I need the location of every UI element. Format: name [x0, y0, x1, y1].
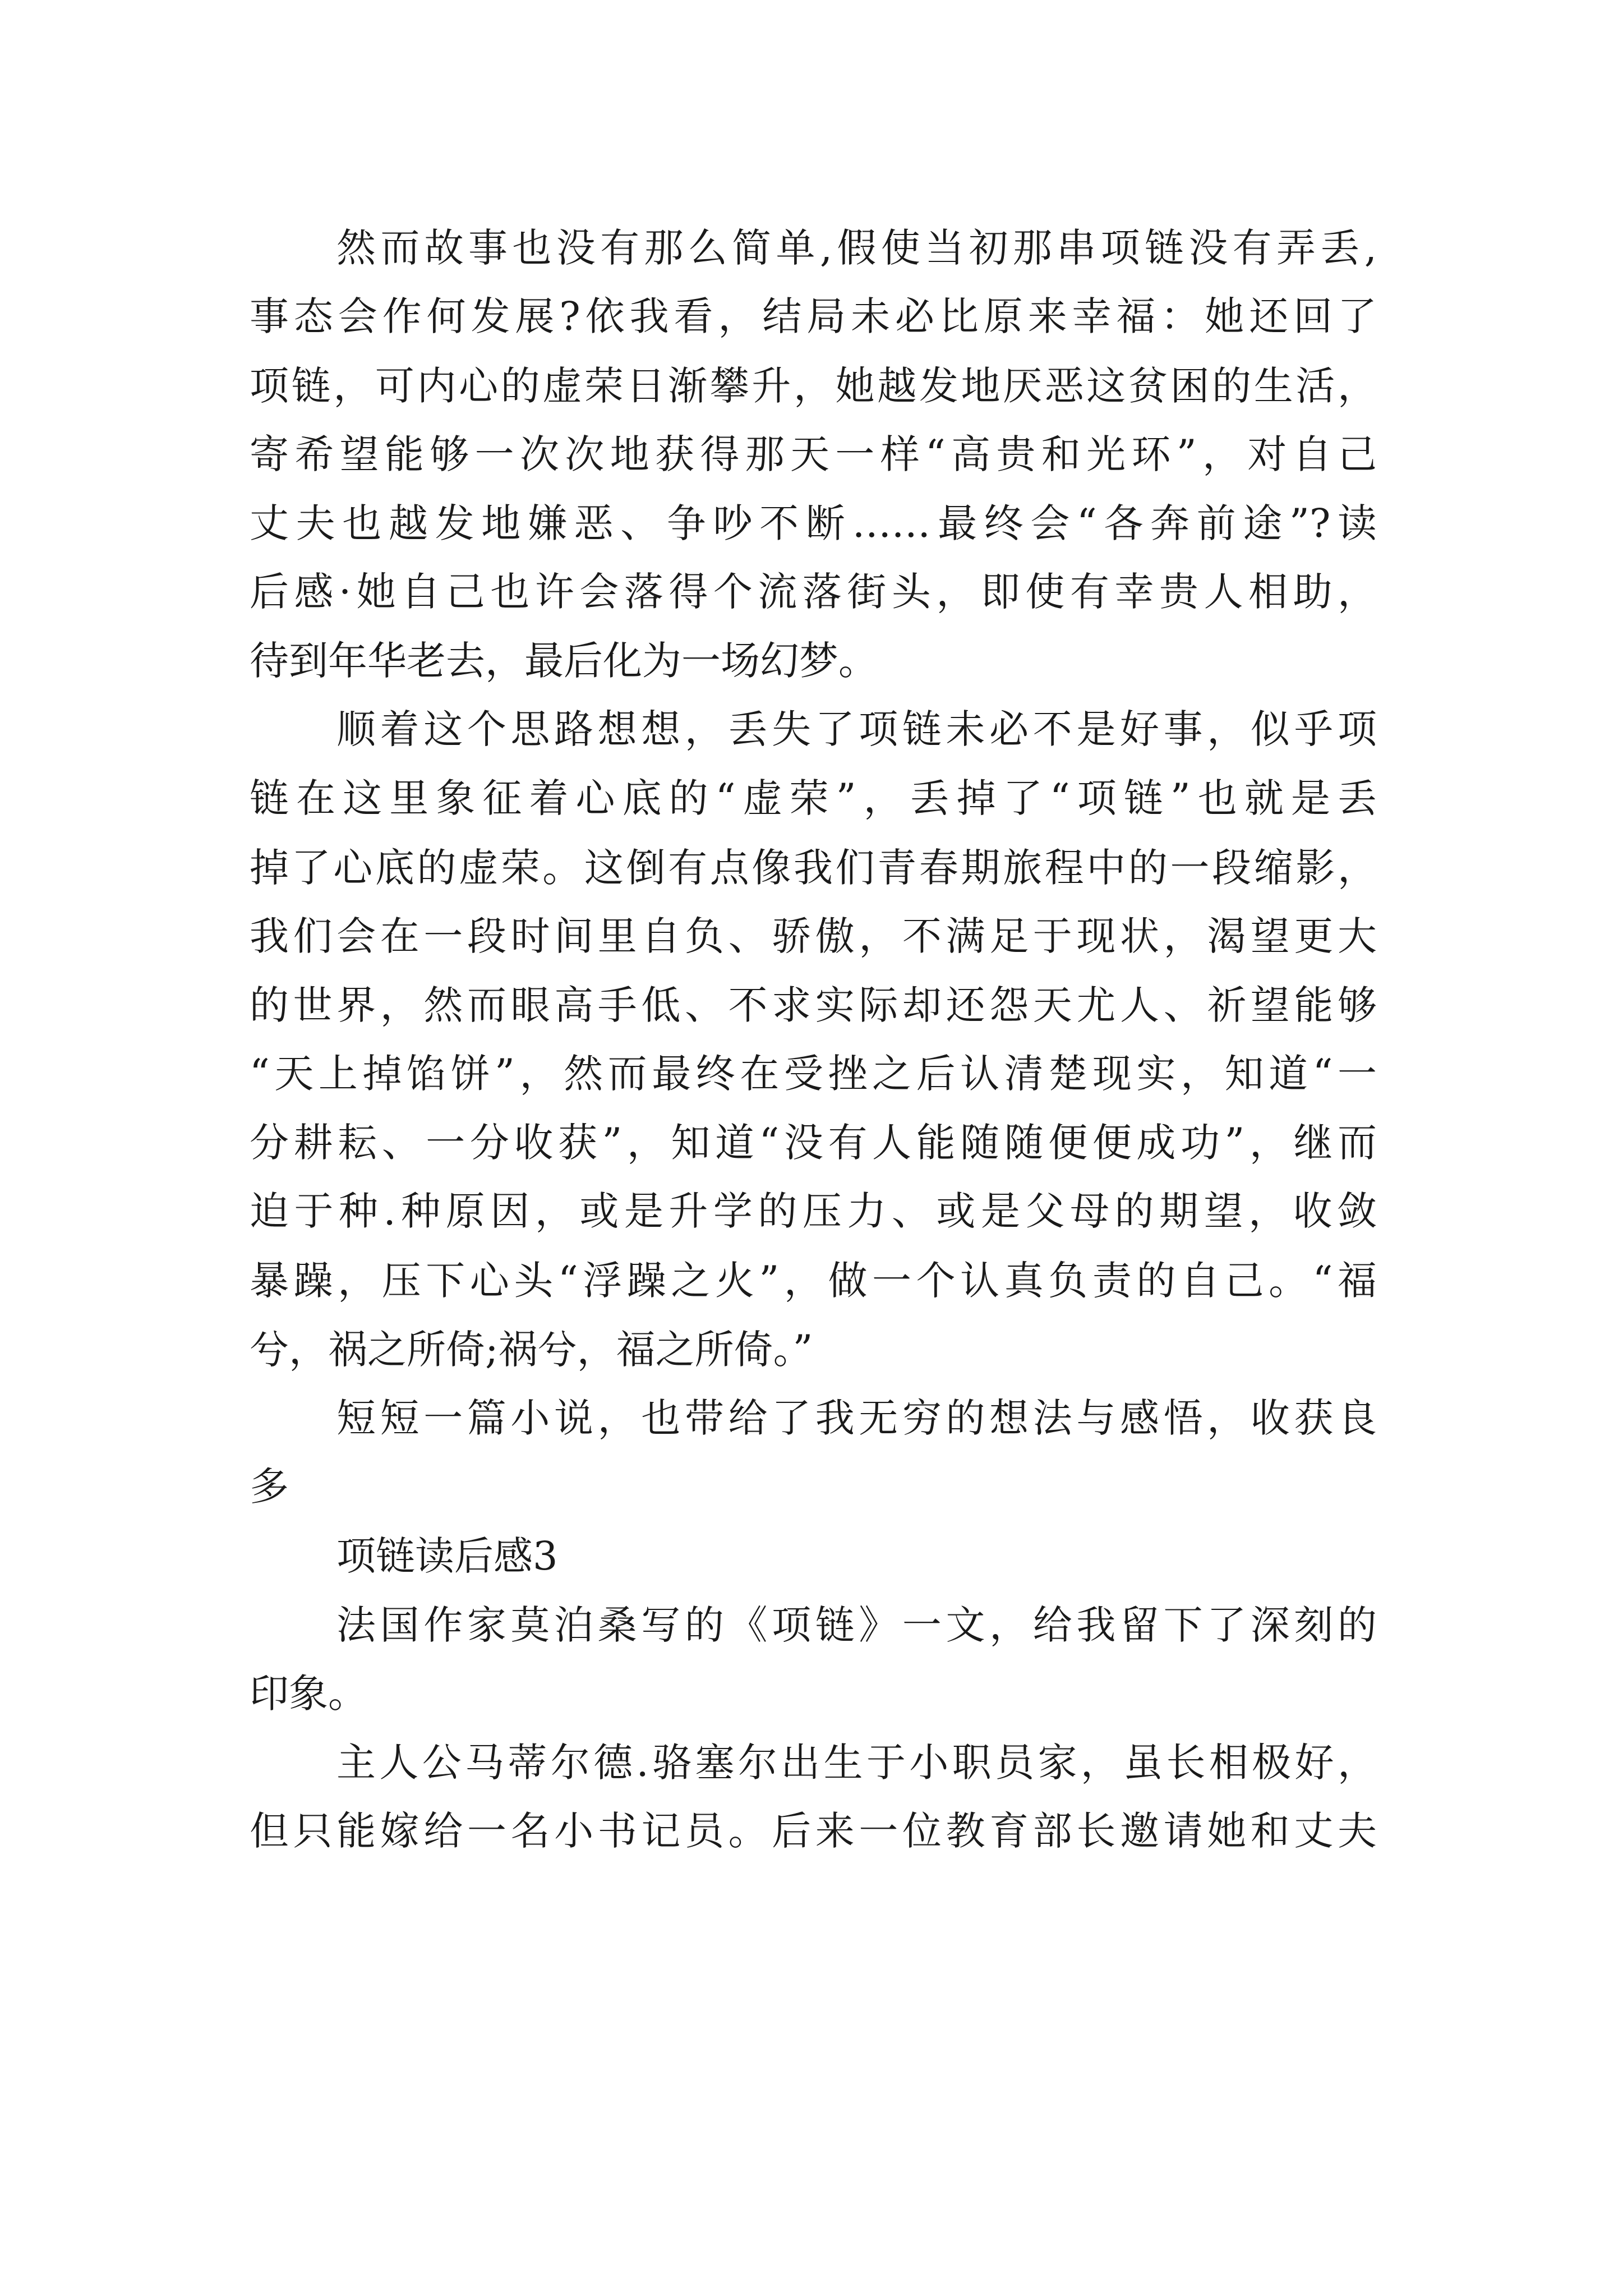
text-line: “天上掉馅饼”，然而最终在受挫之后认清楚现实，知道“一: [250, 1051, 1377, 1097]
text-line: 丈夫也越发地嫌恶、争吵不断……最终会“各奔前途”?读: [250, 500, 1377, 546]
text-line: 后感·她自己也许会落得个流落街头，即使有幸贵人相助，: [250, 569, 1377, 615]
text-line: 的世界，然而眼高手低、不求实际却还怨天尤人、祈望能够: [250, 982, 1377, 1028]
heading-text: 项链读后感3: [336, 1533, 558, 1579]
text-line: 暴躁，压下心头“浮躁之火”，做一个认真负责的自己。“福: [250, 1258, 1377, 1304]
text-line: 掉了心底的虚荣。这倒有点像我们青春期旅程中的一段缩影，: [250, 845, 1377, 891]
text-line: 法国作家莫泊桑写的《项链》一文，给我留下了深刻的: [336, 1602, 1377, 1648]
text-line: 顺着这个思路想想，丢失了项链未必不是好事，似乎项: [336, 706, 1377, 752]
text-line: 主人公马蒂尔德.骆塞尔出生于小职员家，虽长相极好，: [336, 1740, 1377, 1786]
text-line: 兮，祸之所倚;祸兮，福之所倚。”: [250, 1327, 813, 1373]
text-line: 分耕耘、一分收获”，知道“没有人能随随便便成功”，继而: [250, 1120, 1377, 1166]
text-line: 链在这里象征着心底的“虚荣”，丢掉了“项链”也就是丢: [250, 775, 1377, 821]
text-line: 寄希望能够一次次地获得那天一样“高贵和光环”，对自己: [250, 431, 1377, 477]
text-line: 然而故事也没有那么简单,假使当初那串项链没有弄丢,: [336, 225, 1377, 271]
text-line: 但只能嫁给一名小书记员。后来一位教育部长邀请她和丈夫: [250, 1808, 1377, 1854]
text-line: 待到年华老去，最后化为一场幻梦。: [250, 638, 878, 684]
text-line: 印象。: [250, 1671, 367, 1717]
text-line: 迫于种.种原因，或是升学的压力、或是父母的期望，收敛: [250, 1188, 1377, 1234]
text-line: 项链，可内心的虚荣日渐攀升，她越发地厌恶这贫困的生活，: [250, 363, 1377, 409]
text-line: 我们会在一段时间里自负、骄傲，不满足于现状，渴望更大: [250, 913, 1377, 959]
text-line: 短短一篇小说，也带给了我无穷的想法与感悟，收获良: [336, 1395, 1377, 1441]
text-line: 多: [250, 1464, 289, 1510]
text-line: 事态会作何发展?依我看，结局未必比原来幸福：她还回了: [250, 293, 1377, 339]
